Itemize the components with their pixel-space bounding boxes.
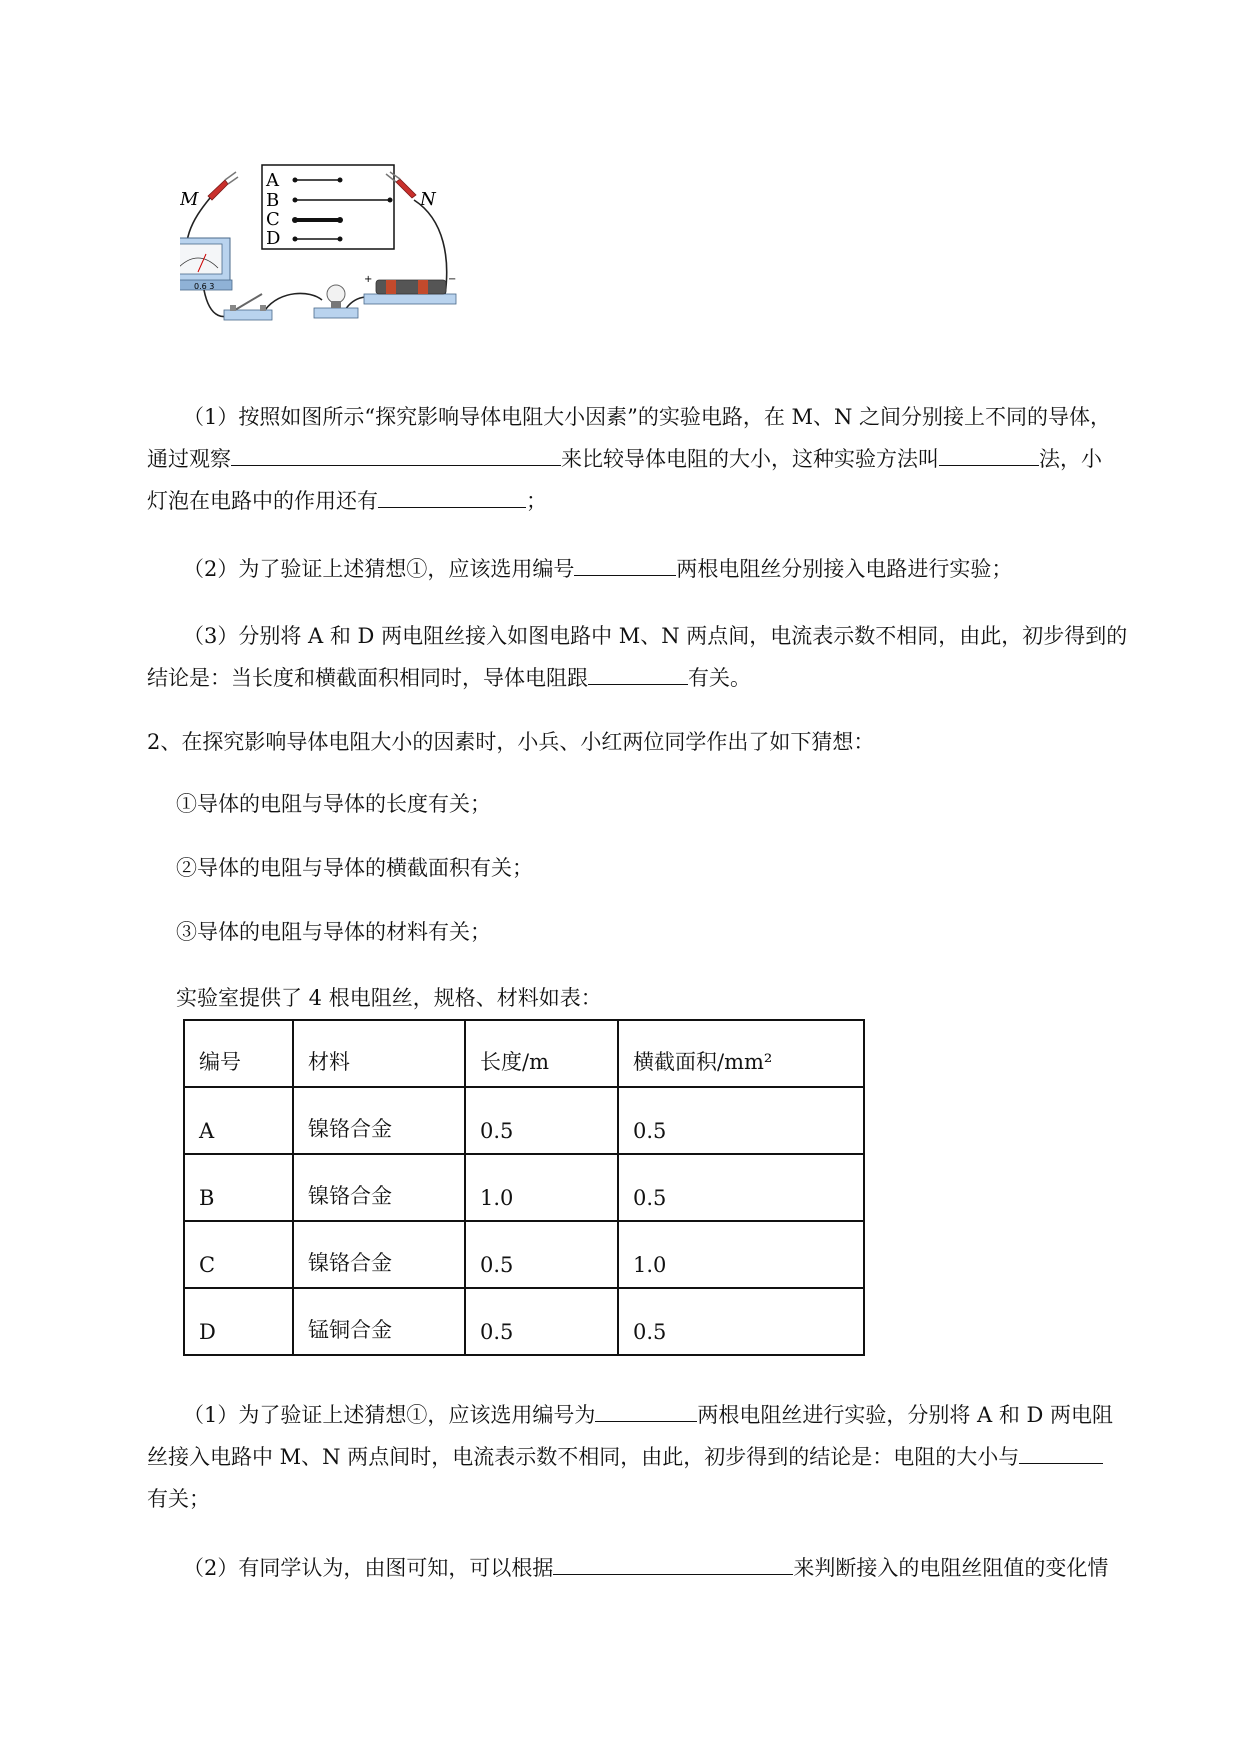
table-header-cell: 横截面积/mm² [618, 1020, 864, 1087]
knife-switch [224, 294, 272, 320]
resistance-wire-panel [262, 165, 394, 249]
wire-label-a: A [266, 170, 279, 191]
q2-part1-line3: 有关； [147, 1487, 210, 1511]
text-run: 结论是：当长度和横截面积相同时，导体电阻跟 [147, 666, 588, 690]
table-cell: 镍铬合金 [293, 1154, 465, 1221]
table-cell: 0.5 [465, 1087, 618, 1154]
clip-label-n: N [420, 189, 436, 210]
wire-label-c: C [266, 209, 280, 230]
table-cell: 1.0 [618, 1221, 864, 1288]
table-cell: 锰铜合金 [293, 1288, 465, 1355]
q1-part3-line2 [147, 666, 751, 690]
table-cell: 0.5 [618, 1154, 864, 1221]
text-run: ； [526, 489, 547, 513]
battery-pack [364, 274, 456, 304]
table-header-row [184, 1020, 864, 1087]
table-cell: 0.5 [465, 1288, 618, 1355]
text-run: （2）有同学认为，由图可知，可以根据 [183, 1556, 554, 1580]
answer-blank-bulb-role[interactable] [378, 489, 526, 508]
q2-part1-line1 [183, 1403, 1113, 1427]
table-cell: C [184, 1221, 293, 1288]
table-header-cell: 编号 [184, 1020, 293, 1087]
table-row [184, 1221, 864, 1288]
answer-blank-wire-ids[interactable] [595, 1403, 697, 1422]
ammeter-scale-text: 0.6 3 [194, 282, 215, 291]
answer-blank-wire-ids[interactable] [574, 557, 676, 576]
light-bulb [314, 285, 358, 318]
table-cell: 1.0 [465, 1154, 618, 1221]
q1-part3-line1: （3）分别将 A 和 D 两电阻丝接入如图电路中 M、N 两点间，电流表示数不相同，由此，初步得到的 [183, 624, 1128, 648]
answer-blank-indicator[interactable] [553, 1556, 793, 1575]
q2-part1-line2 [147, 1445, 1103, 1469]
table-cell: 0.5 [618, 1288, 864, 1355]
answer-blank-method[interactable] [939, 447, 1039, 466]
table-cell: 镍铬合金 [293, 1087, 465, 1154]
text-run: 两根电阻丝分别接入电路进行实验； [676, 557, 1013, 581]
wire-label-b: B [266, 190, 280, 211]
battery-minus-sign: − [448, 274, 457, 285]
q2-part2-line1 [183, 1556, 1108, 1580]
hypothesis-2: ②导体的电阻与导体的横截面积有关； [176, 856, 533, 880]
alligator-clip-m [208, 172, 238, 200]
table-header-cell: 长度/m [465, 1020, 618, 1087]
q1-part2 [183, 557, 1012, 581]
text-run: 通过观察 [147, 447, 231, 471]
table-cell: A [184, 1087, 293, 1154]
text-run: 来判断接入的电阻丝阻值的变化情 [793, 1556, 1109, 1580]
text-run: 来比较导体电阻的大小，这种实验方法叫 [561, 447, 939, 471]
q1-part1-line2 [147, 447, 1102, 471]
table-row [184, 1288, 864, 1355]
text-run: （1）为了验证上述猜想①，应该选用编号为 [183, 1403, 596, 1427]
answer-blank-factor[interactable] [1019, 1445, 1103, 1464]
hypothesis-1: ①导体的电阻与导体的长度有关； [176, 792, 491, 816]
text-run: 有关。 [688, 666, 751, 690]
circuit-diagram [180, 160, 520, 370]
battery-plus-sign: + [364, 274, 373, 285]
text-run: 两根电阻丝进行实验，分别将 A 和 D 两电阻 [697, 1403, 1114, 1427]
table-row [184, 1154, 864, 1221]
text-run: 丝接入电路中 M、N 两点间时，电流表示数不相同，由此，初步得到的结论是：电阻的大小与 [147, 1445, 1020, 1469]
wire-segment [265, 293, 322, 310]
table-cell: B [184, 1154, 293, 1221]
text-run: 灯泡在电路中的作用还有 [147, 489, 378, 513]
table-cell: 0.5 [465, 1221, 618, 1288]
text-run: （2）为了验证上述猜想①，应该选用编号 [183, 557, 575, 581]
q2-intro: 2、在探究影响导体电阻大小的因素时，小兵、小红两位同学作出了如下猜想： [147, 730, 875, 754]
table-intro: 实验室提供了 4 根电阻丝，规格、材料如表： [176, 986, 602, 1010]
answer-blank-factor[interactable] [588, 666, 688, 685]
table-cell: 0.5 [618, 1087, 864, 1154]
q1-part1-line3 [147, 489, 547, 513]
table-cell: 镍铬合金 [293, 1221, 465, 1288]
clip-label-m: M [180, 189, 199, 210]
ammeter [180, 238, 232, 291]
text-run: 法，小 [1039, 447, 1102, 471]
hypothesis-3: ③导体的电阻与导体的材料有关； [176, 920, 491, 944]
answer-blank-observation[interactable] [231, 447, 561, 466]
resistance-wire-table [183, 1019, 865, 1356]
q1-part1-line1: （1）按照如图所示“探究影响导体电阻大小因素”的实验电路，在 M、N 之间分别接上不同的导体， [183, 405, 1112, 429]
wire-label-d: D [266, 228, 281, 249]
table-row [184, 1087, 864, 1154]
table-cell: D [184, 1288, 293, 1355]
table-header-cell: 材料 [293, 1020, 465, 1087]
